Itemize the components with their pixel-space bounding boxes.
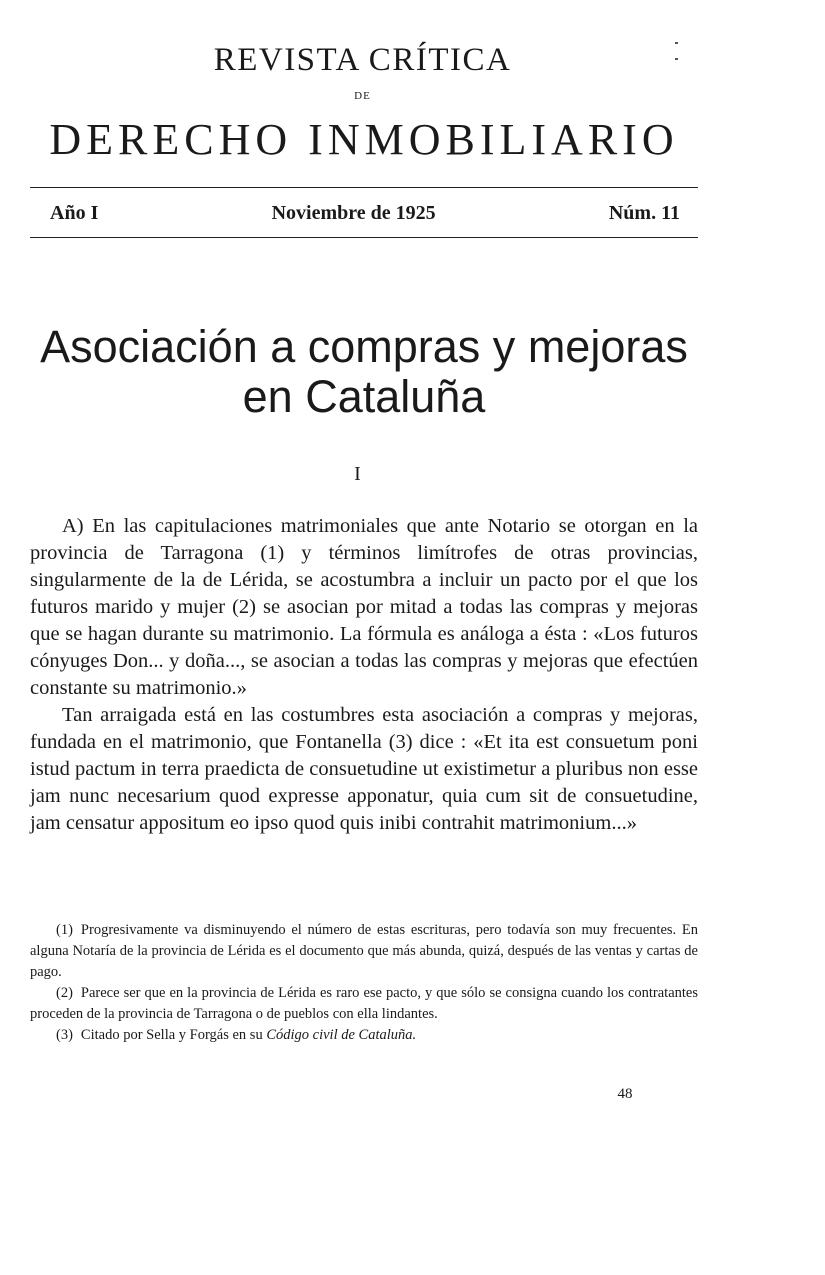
footnote-marker: (2) (56, 985, 73, 1001)
footnote-cited-work: Código civil de Cataluña. (266, 1027, 417, 1043)
stray-print-mark (675, 42, 679, 66)
footnotes (30, 920, 698, 1046)
body-paragraph: A) En las capitulaciones matrimoniales que ante Notario se otorgan en la provincia de Tarragona (1) y términos limítrofes de otras provincias, singularmente de la de Lérida, se acostumbra a incluir un pacto por el que los futuros marido y mujer (2) se asocian por mitad a todas las compras y mejoras que se hagan durante su matrimonio. La fórmula es análoga a ésta : «Los futuros cónyuges Don... y doña..., se asocian a todas las compras y mejoras que efectúen constante su matrimonio.» (30, 515, 698, 699)
article-title-line1: Asociación a compras y mejoras (40, 321, 688, 372)
issue-date: Noviembre de 1925 (271, 202, 436, 224)
body-paragraph: Tan arraigada está en las costumbres esta asociación a compras y mejoras, fundada en el matrimonio, que Fontanella (3) dice : «Et ita est consuetum poni istud pactum in terra praedicta de consuetudine ut existimetur a pluribus non esse jam nunc necesarium quod expresse apponatur, quia cum sit de consuetudine, jam censatur appositum eo ipso quod quis inibi contrahit matrimonium...» (30, 704, 698, 834)
journal-subtitle: DERECHO INMOBILIARIO (49, 115, 679, 164)
footnote (30, 1025, 698, 1046)
article-body (30, 513, 698, 837)
issue-info-row (30, 200, 680, 226)
issue-number: Núm. 11 (608, 202, 680, 224)
journal-title-connector: DE (354, 90, 371, 102)
footnote-text: Citado por Sella y Forgás en su (80, 1027, 267, 1043)
issue-year: Año I (50, 202, 99, 224)
footnote (30, 983, 698, 1025)
header-rule-bottom (30, 237, 698, 238)
article-title (30, 322, 698, 422)
footnote-text: Parece ser que en la provincia de Lérida es raro ese pacto, y que sólo se consigna cuando los contratantes proceden de la provincia de Tarragona o de pueblos con ella lindantes. (30, 985, 698, 1022)
journal-title: REVISTA CRÍTICA (213, 42, 512, 78)
page-number: 48 (617, 1086, 633, 1102)
header-rule-top (30, 187, 698, 188)
article-title-line2: en Cataluña (242, 371, 486, 422)
footnote-text: Progresivamente va disminuyendo el número de estas escrituras, pero todavía son muy frecuentes. En alguna Notaría de la provincia de Lérida es el documento que más abunda, quizá, después de las ventas y cartas de pago. (30, 922, 698, 980)
section-number: I (354, 463, 361, 485)
footnote-marker: (1) (56, 922, 73, 938)
footnote-marker: (3) (56, 1027, 73, 1043)
footnote (30, 920, 698, 983)
